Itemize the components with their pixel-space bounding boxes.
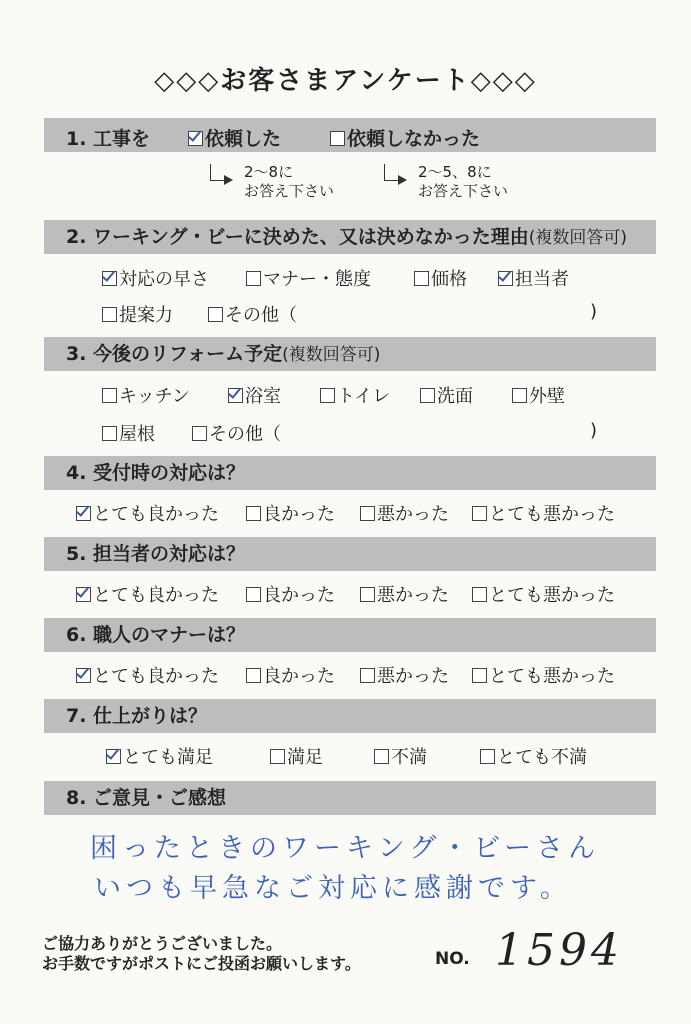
- checkbox-checked-icon[interactable]: [188, 131, 203, 146]
- q4-option[interactable]: [76, 500, 219, 526]
- q7-option-label: 満足: [287, 747, 323, 768]
- q6-option-label: 良かった: [263, 666, 335, 687]
- q1-option-label: 依頼した: [205, 128, 282, 150]
- q3-label: 3. 今後のリフォーム予定: [66, 343, 283, 365]
- q5-option-label: とても良かった: [93, 585, 219, 606]
- checkbox-checked-icon[interactable]: [228, 388, 243, 403]
- q7-option[interactable]: [374, 743, 427, 769]
- q6-option[interactable]: [472, 662, 615, 688]
- closing-thanks: ご協力ありがとうございました。: [42, 934, 283, 953]
- checkbox-icon[interactable]: [360, 587, 375, 602]
- q6-option[interactable]: [76, 662, 219, 688]
- q5-option[interactable]: [76, 581, 219, 607]
- number-label: NO.: [435, 949, 470, 969]
- q4-option[interactable]: [360, 500, 449, 526]
- arrow-icon: [210, 164, 225, 181]
- q3-sub: (複数回答可): [282, 345, 381, 365]
- checkbox-icon[interactable]: [472, 668, 487, 683]
- closing-instructions: お手数ですがポストにご投函お願いします。: [42, 954, 361, 973]
- q2-option[interactable]: [102, 265, 209, 291]
- q3-option[interactable]: [420, 382, 473, 408]
- q3-option-label: 屋根: [119, 424, 155, 445]
- q3-option-label: 外壁: [529, 386, 565, 407]
- checkbox-checked-icon[interactable]: [76, 668, 91, 683]
- q3-option[interactable]: [320, 382, 390, 408]
- q3-option-label: トイレ: [337, 386, 391, 407]
- checkbox-icon[interactable]: [102, 307, 117, 322]
- q5-option[interactable]: [360, 581, 449, 607]
- q2-option[interactable]: [414, 265, 467, 291]
- handwritten-comment-line1: 困ったときのワーキング・ビーさん: [90, 833, 601, 864]
- checkbox-checked-icon[interactable]: [76, 506, 91, 521]
- checkbox-checked-icon[interactable]: [498, 271, 513, 286]
- q1-note-1b: お答え下さい: [244, 182, 335, 200]
- q4-option[interactable]: [472, 500, 615, 526]
- q4-option-label: 悪かった: [377, 504, 449, 525]
- q4-option-label: 良かった: [263, 504, 335, 525]
- q1-note-1a: 2〜8に: [244, 163, 294, 181]
- checkbox-icon[interactable]: [246, 271, 261, 286]
- checkbox-icon[interactable]: [102, 426, 117, 441]
- q2-option[interactable]: [246, 265, 371, 291]
- q6-option[interactable]: [360, 662, 449, 688]
- checkbox-icon[interactable]: [374, 749, 389, 764]
- checkbox-icon[interactable]: [246, 587, 261, 602]
- q3-close-paren: ): [590, 420, 598, 441]
- checkbox-icon[interactable]: [480, 749, 495, 764]
- q1-note-2a: 2〜5、8に: [418, 163, 492, 181]
- q6-option[interactable]: [246, 662, 335, 688]
- checkbox-icon[interactable]: [246, 668, 261, 683]
- q6-option-label: 悪かった: [377, 666, 449, 687]
- checkbox-icon[interactable]: [246, 506, 261, 521]
- checkbox-icon[interactable]: [414, 271, 429, 286]
- q7-option-label: 不満: [391, 747, 427, 768]
- checkbox-icon[interactable]: [208, 307, 223, 322]
- q7-option[interactable]: [106, 743, 213, 769]
- q2-option-label: その他（: [225, 305, 297, 326]
- q3-option-label: 浴室: [245, 386, 281, 407]
- checkbox-icon[interactable]: [420, 388, 435, 403]
- q6-option-label: とても良かった: [93, 666, 219, 687]
- checkbox-icon[interactable]: [360, 506, 375, 521]
- q4-option[interactable]: [246, 500, 335, 526]
- q3-bar: [44, 337, 656, 371]
- q4-option-label: とても良かった: [93, 504, 219, 525]
- q3-option[interactable]: [102, 382, 190, 408]
- q2-option-other[interactable]: [208, 301, 297, 327]
- q2-sub: (複数回答可): [528, 228, 627, 248]
- checkbox-icon[interactable]: [360, 668, 375, 683]
- q5-option-label: 悪かった: [377, 585, 449, 606]
- checkbox-icon[interactable]: [270, 749, 285, 764]
- q3-option-label: 洗面: [437, 386, 473, 407]
- q1-option-not-requested[interactable]: [330, 124, 480, 151]
- q4-bar: 4. 受付時の対応は？: [44, 456, 656, 490]
- q2-close-paren: ): [590, 301, 598, 322]
- checkbox-icon[interactable]: [192, 426, 207, 441]
- q7-option[interactable]: [270, 743, 323, 769]
- q5-option[interactable]: [246, 581, 335, 607]
- q6-option-label: とても悪かった: [489, 666, 615, 687]
- q2-option[interactable]: [498, 265, 569, 291]
- q1-option-requested[interactable]: [188, 124, 281, 151]
- q3-option[interactable]: [512, 382, 565, 408]
- survey-number: 1594: [495, 925, 623, 976]
- q2-option[interactable]: [102, 301, 173, 327]
- checkbox-icon[interactable]: [512, 388, 527, 403]
- checkbox-icon[interactable]: [320, 388, 335, 403]
- q1-option-label: 依頼しなかった: [347, 128, 481, 150]
- q3-option-label: その他（: [209, 424, 281, 445]
- q5-option[interactable]: [472, 581, 615, 607]
- q2-option-label: 対応の早さ: [119, 269, 209, 290]
- arrowhead-icon: [398, 175, 407, 185]
- checkbox-icon[interactable]: [472, 506, 487, 521]
- q8-bar: 8. ご意見・ご感想: [44, 781, 656, 815]
- q2-bar: [44, 220, 656, 254]
- checkbox-icon[interactable]: [472, 587, 487, 602]
- q3-option-other[interactable]: [192, 420, 281, 446]
- q1-label: 1. 工事を: [66, 128, 151, 150]
- q3-option[interactable]: [102, 420, 155, 446]
- q5-option-label: 良かった: [263, 585, 335, 606]
- q6-bar: 6. 職人のマナーは？: [44, 618, 656, 652]
- q3-option[interactable]: [228, 382, 281, 408]
- q5-bar: 5. 担当者の対応は？: [44, 537, 656, 571]
- q7-option[interactable]: [480, 743, 587, 769]
- q2-option-label: 担当者: [515, 269, 569, 290]
- checkbox-icon[interactable]: [330, 131, 345, 146]
- handwritten-comment-line2: いつも早急なご対応に感謝です。: [94, 873, 572, 904]
- q5-option-label: とても悪かった: [489, 585, 615, 606]
- q7-bar: 7. 仕上がりは？: [44, 699, 656, 733]
- q2-option-label: 提案力: [119, 305, 173, 326]
- checkbox-checked-icon[interactable]: [76, 587, 91, 602]
- q1-note-2b: お答え下さい: [418, 182, 509, 200]
- checkbox-checked-icon[interactable]: [106, 749, 121, 764]
- q7-option-label: とても不満: [497, 747, 587, 768]
- survey-title: ◇◇◇お客さまアンケート◇◇◇: [154, 66, 537, 96]
- checkbox-checked-icon[interactable]: [102, 271, 117, 286]
- q3-option-label: キッチン: [119, 386, 190, 407]
- arrow-icon: [384, 164, 399, 181]
- q7-option-label: とても満足: [123, 747, 213, 768]
- q2-option-label: 価格: [431, 269, 467, 290]
- checkbox-icon[interactable]: [102, 388, 117, 403]
- q4-option-label: とても悪かった: [489, 504, 615, 525]
- arrowhead-icon: [224, 175, 233, 185]
- q2-label: 2. ワーキング・ビーに決めた、又は決めなかった理由: [66, 226, 529, 248]
- q2-option-label: マナー・態度: [263, 269, 371, 290]
